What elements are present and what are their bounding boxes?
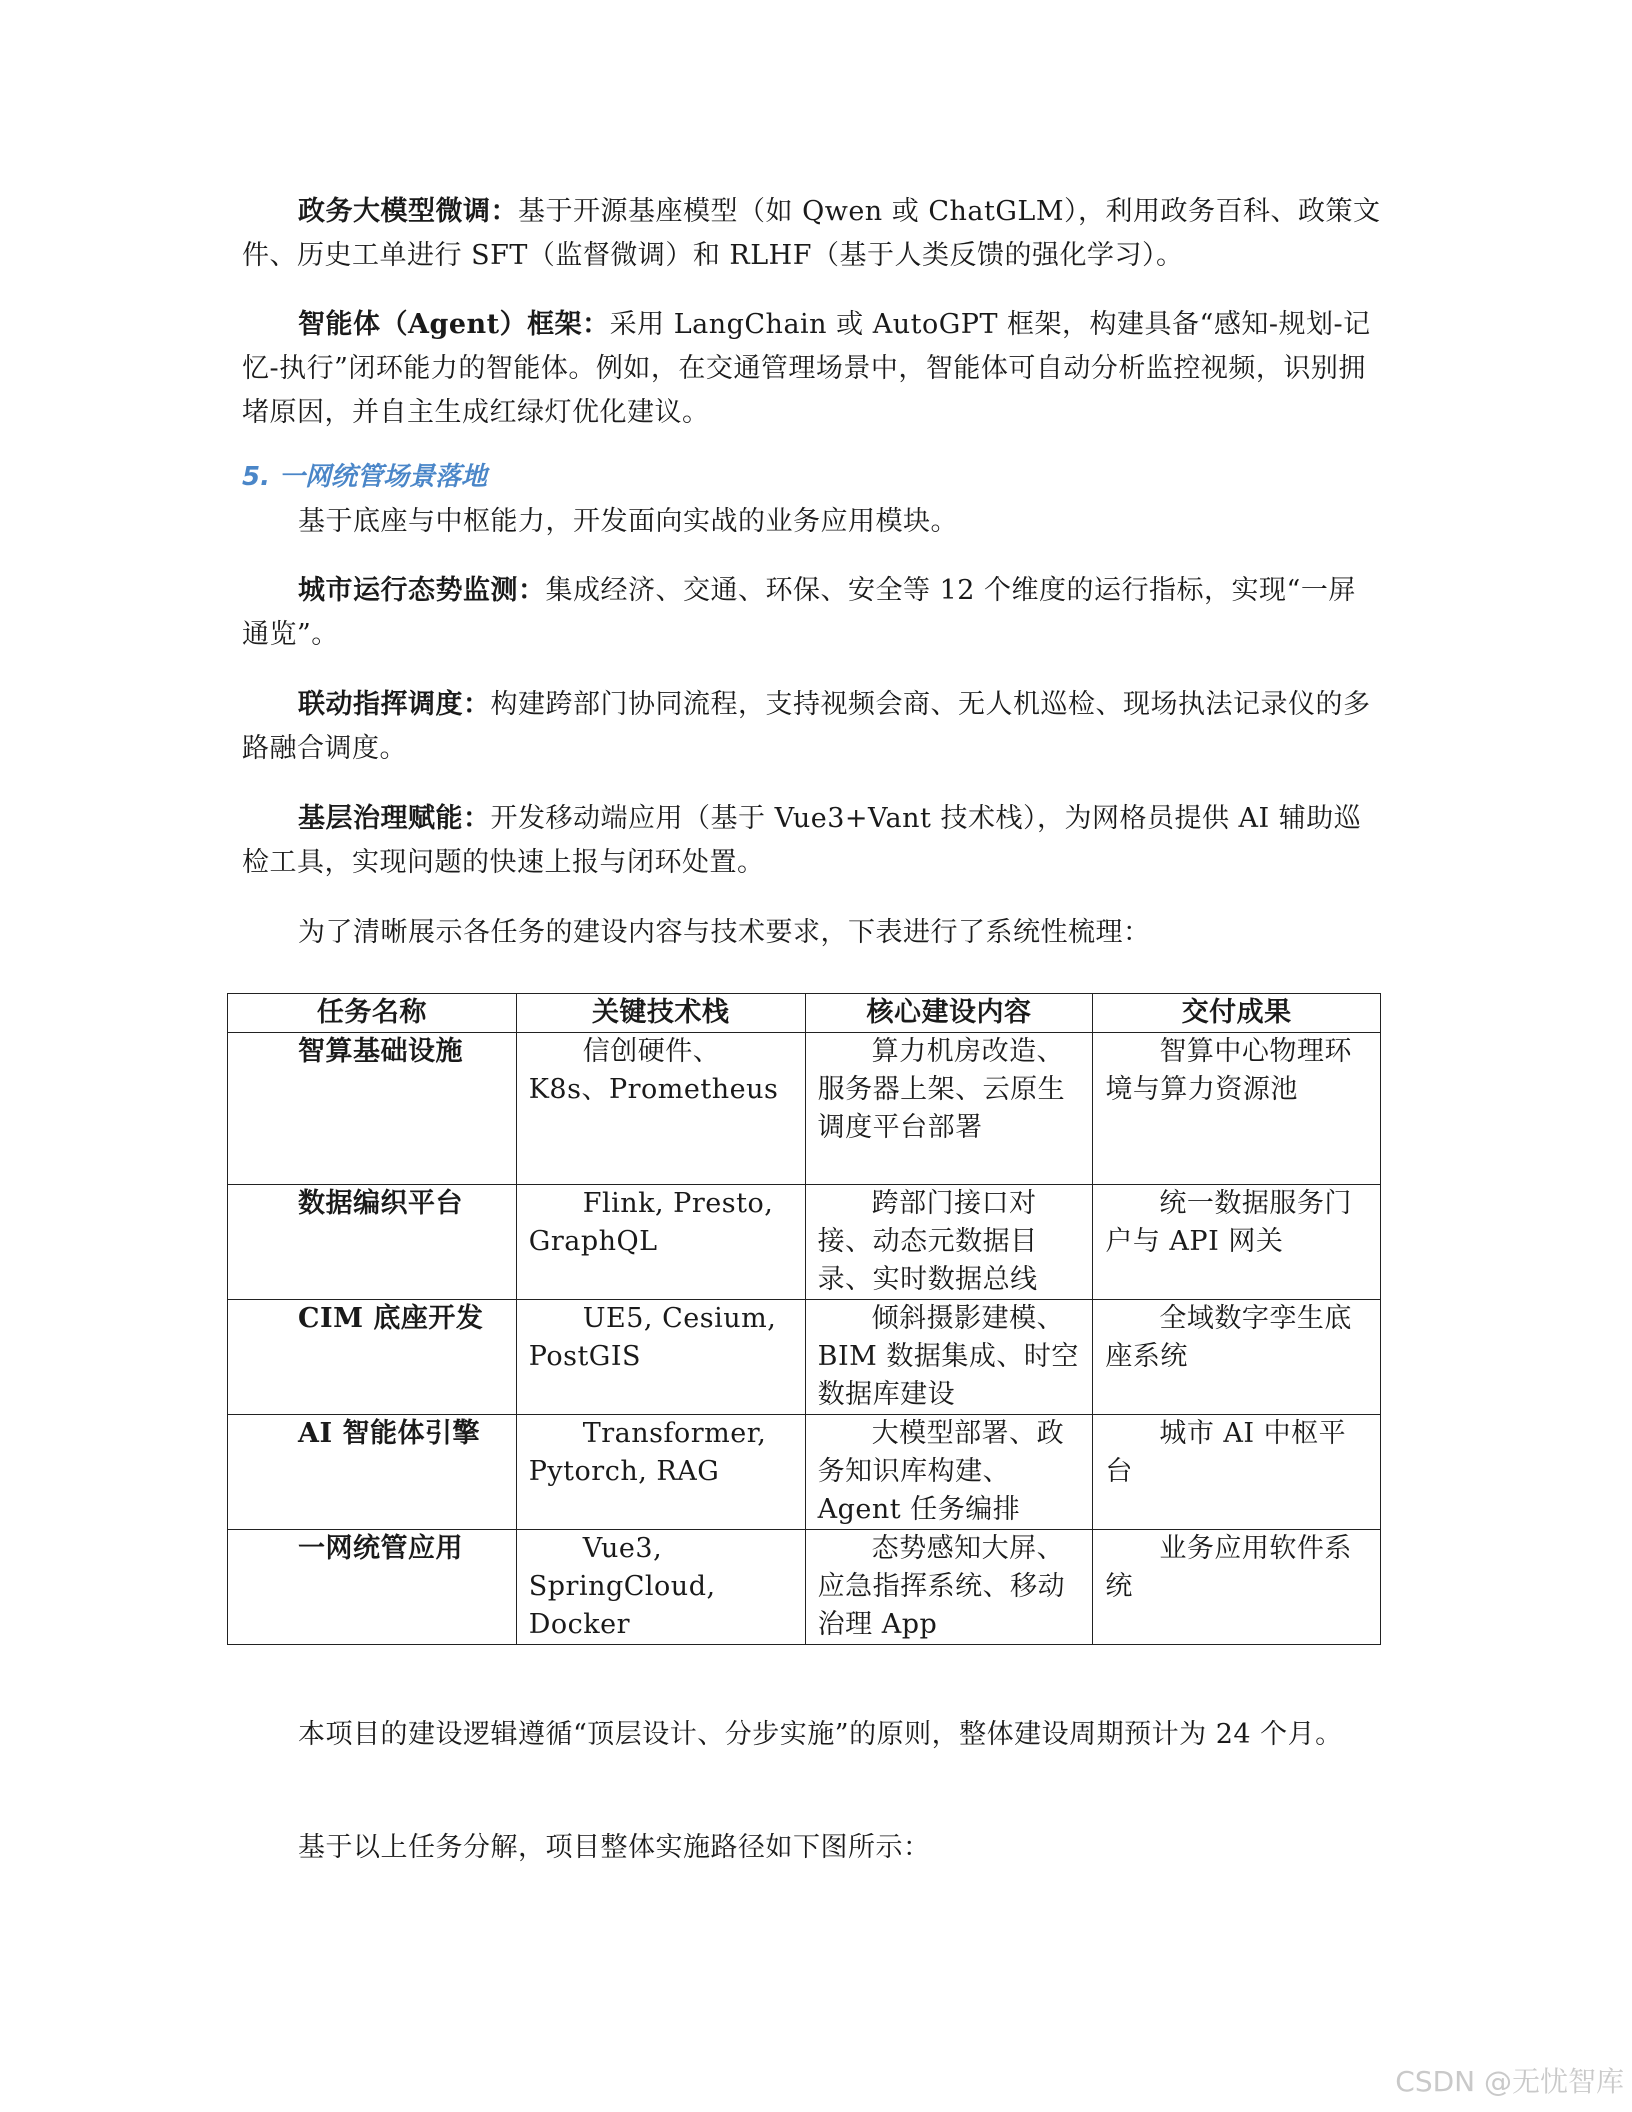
cell-deliverable <box>1093 1033 1381 1185</box>
cell-deliverable-text: 城市 AI 中枢平台 <box>1105 1418 1347 1487</box>
cell-deliverable-text: 全域数字孪生底座系统 <box>1105 1303 1352 1372</box>
paragraph-schedule-text: 本项目的建设逻辑遵循“顶层设计、分步实施”的原则，整体建设周期预计为 24 个月。 <box>298 1719 1343 1750</box>
paragraph-table-intro-text: 为了清晰展示各任务的建设内容与技术要求，下表进行了系统性梳理： <box>298 917 1151 948</box>
cell-core-content <box>805 1415 1093 1530</box>
cell-deliverable <box>1093 1185 1381 1300</box>
table-row <box>228 1300 1381 1415</box>
table-row <box>228 1530 1381 1645</box>
header-task-name: 任务名称 <box>228 994 517 1033</box>
paragraph-agent-framework <box>242 303 1382 435</box>
paragraph-llm-finetune-text: 基于开源基座模型（如 Qwen 或 ChatGLM），利用政务百科、政策文件、历史工单进行 SFT（监督微调）和 RLHF（基于人类反馈的强化学习）。 <box>242 196 1381 271</box>
paragraph-intro-5 <box>242 500 1382 544</box>
cell-tech-stack <box>516 1185 805 1300</box>
cell-core-content-text: 跨部门接口对接、动态元数据目录、实时数据总线 <box>817 1188 1038 1295</box>
table-row <box>228 1185 1381 1300</box>
header-deliverable: 交付成果 <box>1093 994 1381 1033</box>
cell-task-name: 数据编织平台 <box>228 1185 517 1300</box>
header-core-content: 核心建设内容 <box>805 994 1093 1033</box>
paragraph-grassroots-text: 开发移动端应用（基于 Vue3+Vant 技术栈），为网格员提供 AI 辅助巡检工具，实现问题的快速上报与闭环处置。 <box>242 803 1362 878</box>
header-tech-stack: 关键技术栈 <box>516 994 805 1033</box>
paragraph-table-intro <box>242 911 1382 955</box>
cell-tech-stack <box>516 1033 805 1185</box>
term-llm-finetune: 政务大模型微调： <box>298 196 518 227</box>
paragraph-agent-framework-text: 采用 LangChain 或 AutoGPT 框架，构建具备“感知-规划-记忆-执行”闭环能力的智能体。例如，在交通管理场景中，智能体可自动分析监控视频，识别拥堵原因，并自主生成红绿灯优化建议。 <box>242 309 1371 428</box>
cell-tech-stack-text: Flink, Presto, GraphQL <box>528 1188 774 1257</box>
cell-core-content <box>805 1300 1093 1415</box>
cell-task-name: CIM 底座开发 <box>228 1300 517 1415</box>
term-grassroots: 基层治理赋能： <box>298 803 491 834</box>
paragraph-grassroots <box>242 797 1382 885</box>
paragraph-roadmap-intro-text: 基于以上任务分解，项目整体实施路径如下图所示： <box>298 1832 931 1863</box>
cell-tech-stack <box>516 1300 805 1415</box>
cell-task-name: 智算基础设施 <box>228 1033 517 1185</box>
task-table <box>227 993 1381 1645</box>
term-agent-framework: 智能体（Agent）框架： <box>298 309 610 340</box>
paragraph-roadmap-intro <box>242 1826 1382 1870</box>
cell-tech-stack-text: 信创硬件、K8s、Prometheus <box>528 1036 779 1105</box>
table-row <box>228 1033 1381 1185</box>
cell-tech-stack <box>516 1415 805 1530</box>
cell-tech-stack-text: UE5, Cesium, PostGIS <box>528 1303 777 1372</box>
cell-deliverable <box>1093 1300 1381 1415</box>
cell-task-name: AI 智能体引擎 <box>228 1415 517 1530</box>
cell-core-content <box>805 1530 1093 1645</box>
table-row <box>228 1415 1381 1530</box>
cell-core-content <box>805 1033 1093 1185</box>
cell-core-content-text: 态势感知大屏、应急指挥系统、移动治理 App <box>817 1533 1066 1640</box>
cell-core-content <box>805 1185 1093 1300</box>
paragraph-intro-5-text: 基于底座与中枢能力，开发面向实战的业务应用模块。 <box>298 506 958 537</box>
cell-core-content-text: 大模型部署、政务知识库构建、Agent 任务编排 <box>817 1418 1065 1525</box>
cell-deliverable-text: 统一数据服务门户与 API 网关 <box>1105 1188 1352 1257</box>
cell-core-content-text: 算力机房改造、服务器上架、云原生调度平台部署 <box>817 1036 1066 1143</box>
paragraph-city-monitoring <box>242 569 1382 657</box>
cell-deliverable <box>1093 1415 1381 1530</box>
paragraph-command-dispatch <box>242 683 1382 771</box>
paragraph-schedule <box>242 1713 1382 1757</box>
term-command-dispatch: 联动指挥调度： <box>298 689 491 720</box>
section-heading-5: 5. 一网统管场景落地 <box>242 462 488 492</box>
table-header-row <box>228 994 1381 1033</box>
cell-task-name: 一网统管应用 <box>228 1530 517 1645</box>
cell-tech-stack <box>516 1530 805 1645</box>
cell-deliverable-text: 智算中心物理环境与算力资源池 <box>1105 1036 1352 1105</box>
cell-tech-stack-text: Vue3, SpringCloud, Docker <box>528 1533 716 1640</box>
paragraph-command-dispatch-text: 构建跨部门协同流程，支持视频会商、无人机巡检、现场执法记录仪的多路融合调度。 <box>242 689 1371 764</box>
cell-tech-stack-text: Transformer, Pytorch, RAG <box>528 1418 767 1487</box>
paragraph-city-monitoring-text: 集成经济、交通、环保、安全等 12 个维度的运行指标，实现“一屏通览”。 <box>242 575 1356 650</box>
watermark: CSDN @无忧智库 <box>1395 2065 1624 2098</box>
cell-core-content-text: 倾斜摄影建模、BIM 数据集成、时空数据库建设 <box>817 1303 1079 1410</box>
term-city-monitoring: 城市运行态势监测： <box>298 575 546 606</box>
cell-deliverable-text: 业务应用软件系统 <box>1105 1533 1352 1602</box>
cell-deliverable <box>1093 1530 1381 1645</box>
paragraph-llm-finetune <box>242 190 1382 278</box>
